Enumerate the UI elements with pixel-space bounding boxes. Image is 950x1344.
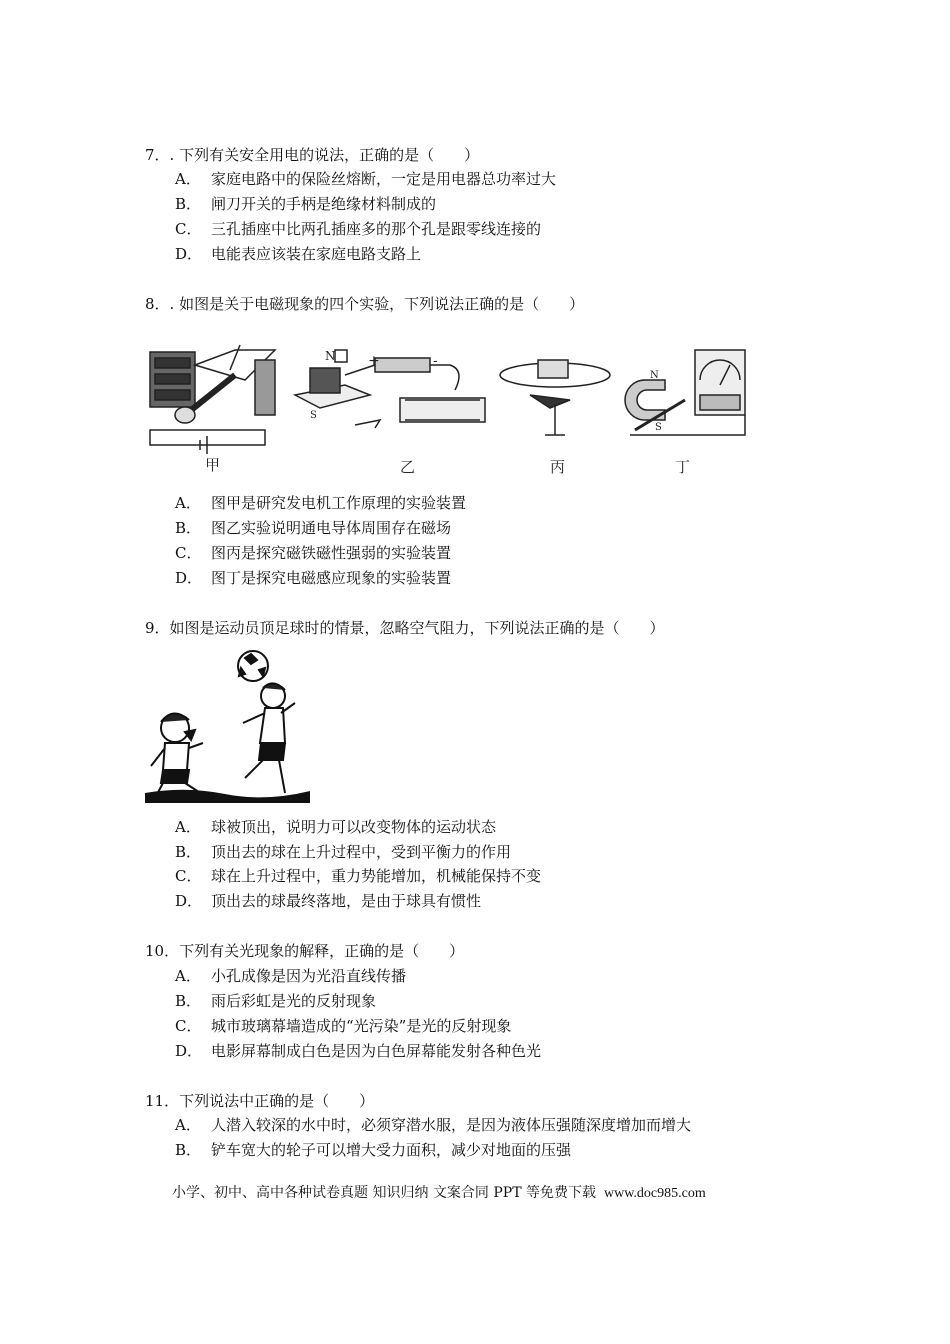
figure-ding-apparatus — [625, 350, 745, 435]
question-8-option-b: B． 图乙实验说明通电导体周围存在磁场 — [175, 519, 452, 537]
question-10-stem: 10．下列有关光现象的解释，正确的是（ ） — [145, 942, 465, 960]
figure-label-ding: 丁 — [675, 458, 691, 476]
svg-text:+: + — [368, 353, 380, 369]
question-9-option-a: A． 球被顶出，说明力可以改变物体的运动状态 — [175, 818, 497, 836]
page-footer — [172, 1182, 706, 1202]
electromagnetism-experiments-figure — [145, 340, 760, 480]
svg-text:N: N — [325, 349, 336, 363]
figure-label-jia: 甲 — [205, 456, 221, 474]
figure-yi-apparatus — [295, 349, 485, 428]
question-10-option-b: B． 雨后彩虹是光的反射现象 — [175, 992, 377, 1010]
figure-bing-apparatus — [500, 360, 610, 435]
question-7-option-b: B． 闸刀开关的手柄是绝缘材料制成的 — [175, 195, 437, 213]
question-7-stem: 7．. 下列有关安全用电的说法，正确的是（ ） — [145, 146, 480, 164]
question-9-stem: 9．如图是运动员顶足球时的情景，忽略空气阻力，下列说法正确的是（ ） — [145, 619, 665, 637]
question-10-option-c: C． 城市玻璃幕墙造成的“光污染”是光的反射现象 — [175, 1017, 512, 1035]
question-11-option-b: B． 铲车宽大的轮子可以增大受力面积，减少对地面的压强 — [175, 1141, 572, 1159]
question-7-option-c: C． 三孔插座中比两孔插座多的那个孔是跟零线连接的 — [175, 220, 542, 238]
figure-label-yi: 乙 — [400, 458, 416, 476]
footer-text: 小学、初中、高中各种试卷真题 知识归纳 文案合同 PPT 等免费下载 — [172, 1185, 596, 1201]
question-8-option-a: A． 图甲是研究发电机工作原理的实验装置 — [175, 494, 467, 512]
figure-label-bing: 丙 — [550, 458, 566, 476]
svg-text:S: S — [655, 422, 662, 433]
question-9-option-b: B． 顶出去的球在上升过程中，受到平衡力的作用 — [175, 843, 512, 861]
question-8-option-d: D． 图丁是探究电磁感应现象的实验装置 — [175, 569, 452, 587]
svg-text:-: - — [433, 353, 438, 369]
question-11-stem: 11．下列说法中正确的是（ ） — [145, 1092, 375, 1110]
question-7-option-a: A． 家庭电路中的保险丝熔断，一定是用电器总功率过大 — [175, 170, 557, 188]
question-8-stem: 8．. 如图是关于电磁现象的四个实验，下列说法正确的是（ ） — [145, 295, 585, 313]
question-7-option-d: D． 电能表应该装在家庭电路支路上 — [175, 245, 422, 263]
question-9-option-c: C． 球在上升过程中，重力势能增加，机械能保持不变 — [175, 867, 542, 885]
question-10-option-d: D． 电影屏幕制成白色是因为白色屏幕能发射各种色光 — [175, 1042, 542, 1060]
svg-text:S: S — [310, 410, 317, 421]
footer-url[interactable]: www.doc985.com — [603, 1186, 706, 1201]
figure-jia-apparatus — [150, 345, 275, 454]
question-10-option-a: A． 小孔成像是因为光沿直线传播 — [175, 967, 407, 985]
question-8-option-c: C． 图丙是探究磁铁磁性强弱的实验装置 — [175, 544, 452, 562]
soccer-header-illustration — [145, 648, 310, 803]
svg-text:N: N — [650, 370, 659, 381]
question-9-option-d: D． 顶出去的球最终落地，是由于球具有惯性 — [175, 892, 482, 910]
question-11-option-a: A． 人潜入较深的水中时，必须穿潜水服，是因为液体压强随深度增加而增大 — [175, 1116, 692, 1134]
